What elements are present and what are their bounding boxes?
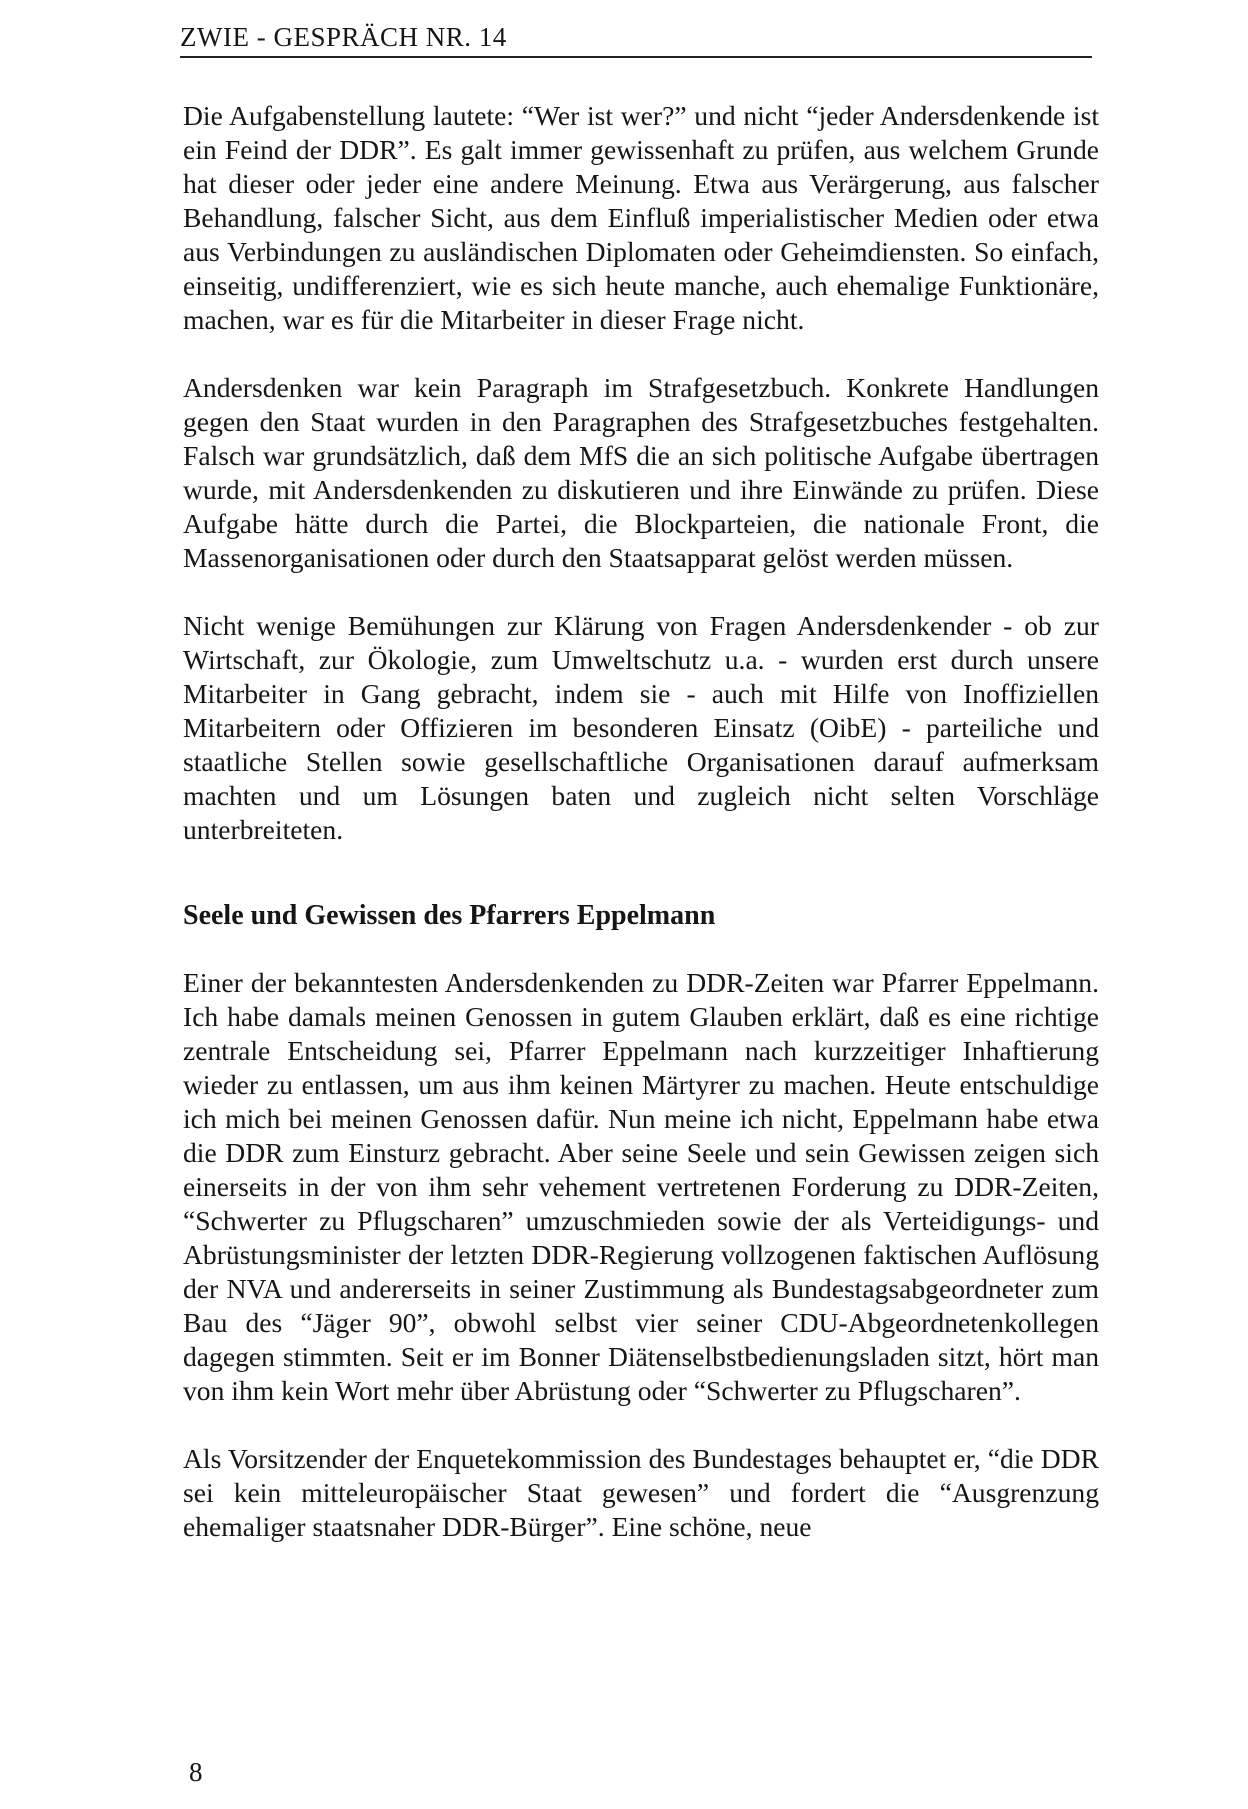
page-number: 8 (189, 1757, 203, 1787)
header-title: ZWIE - GESPRÄCH NR. 14 (180, 22, 507, 52)
paragraph-bemuehungen: Nicht wenige Bemühungen zur Klärung von Fragen Andersdenkender - ob zur Wirtschaft, zur Ökologie, zum Umweltschutz u.a. - wurden erst durch unsere Mitarbeiter in Gang gebracht, indem sie - auch mit Hilfe von Inoffiziellen Mitarbeitern oder Offizieren im besonderen Einsatz (OibE) - parteiliche und staatliche Stellen sowie gesellschaftliche Organisationen darauf aufmerksam machten und um Lösungen baten und zugleich nicht selten Vorschläge unterbreiteten. (183, 610, 1099, 845)
paragraph-enquetekommission: Als Vorsitzender der Enquetekommission des Bundestages behauptet er, “die DDR sei kein mitteleuropäischer Staat gewesen” und fordert die “Ausgrenzung ehemaliger staatsnaher DDR-Bürger”. Eine schöne, neue (183, 1443, 1099, 1542)
running-header (180, 18, 1092, 58)
section-heading: Seele und Gewissen des Pfarrers Eppelmann (183, 900, 716, 931)
paragraph-aufgabenstellung: Die Aufgabenstellung lautete: “Wer ist wer?” und nicht “jeder Andersdenkende ist ein Feind der DDR”. Es galt immer gewissenhaft zu prüfen, aus welchem Grunde hat dieser oder jeder eine andere Meinung. Etwa aus Verärgerung, aus falscher Behandlung, falscher Sicht, aus dem Einfluß imperialistischer Medien oder etwa aus Verbindungen zu ausländischen Diplomaten oder Geheimdiensten. So einfach, einseitig, undifferenziert, wie es sich heute manche, auch ehemalige Funktionäre, machen, war es für die Mitarbeiter in dieser Frage nicht. (183, 100, 1099, 335)
body-text (183, 99, 1099, 1544)
paragraph-eppelmann: Einer der bekanntesten Andersdenkenden zu DDR-Zeiten war Pfarrer Eppelmann. Ich habe damals meinen Genossen in gutem Glauben erklärt, daß es eine richtige zentrale Entscheidung sei, Pfarrer Eppelmann nach kurzzeitiger Inhaftierung wieder zu entlassen, um aus ihm keinen Märtyrer zu machen. Heute entschuldige ich mich bei meinen Genossen dafür. Nun meine ich nicht, Eppelmann habe etwa die DDR zum Einsturz gebracht. Aber seine Seele und sein Gewissen zeigen sich einerseits in der von ihm sehr vehement vertretenen Forderung zu DDR-Zeiten, “Schwerter zu Pflugscharen” umzuschmieden sowie der als Verteidigungs- und Abrüstungsminister der letzten DDR-Regierung vollzogenen faktischen Auflösung der NVA und andererseits in seiner Zustimmung als Bundestagsabgeordneter zum Bau des “Jäger 90”, obwohl selbst vier seiner CDU-Abgeordnetenkollegen dagegen stimmten. Seit er im Bonner Diätenselbstbedienungsladen sitzt, hört man von ihm kein Wort mehr über Abrüstung oder “Schwerter zu Pflugscharen”. (183, 967, 1099, 1406)
paragraph-andersdenken: Andersdenken war kein Paragraph im Strafgesetzbuch. Konkrete Handlungen gegen den Staat wurden in den Paragraphen des Strafgesetzbuches festgehalten. Falsch war grundsätzlich, daß dem MfS die an sich politische Aufgabe übertragen wurde, mit Andersdenkenden zu diskutieren und ihre Einwände zu prüfen. Diese Aufgabe hätte durch die Partei, die Blockparteien, die nationale Front, die Massenorganisationen oder durch den Staatsapparat gelöst werden müssen. (183, 372, 1099, 573)
